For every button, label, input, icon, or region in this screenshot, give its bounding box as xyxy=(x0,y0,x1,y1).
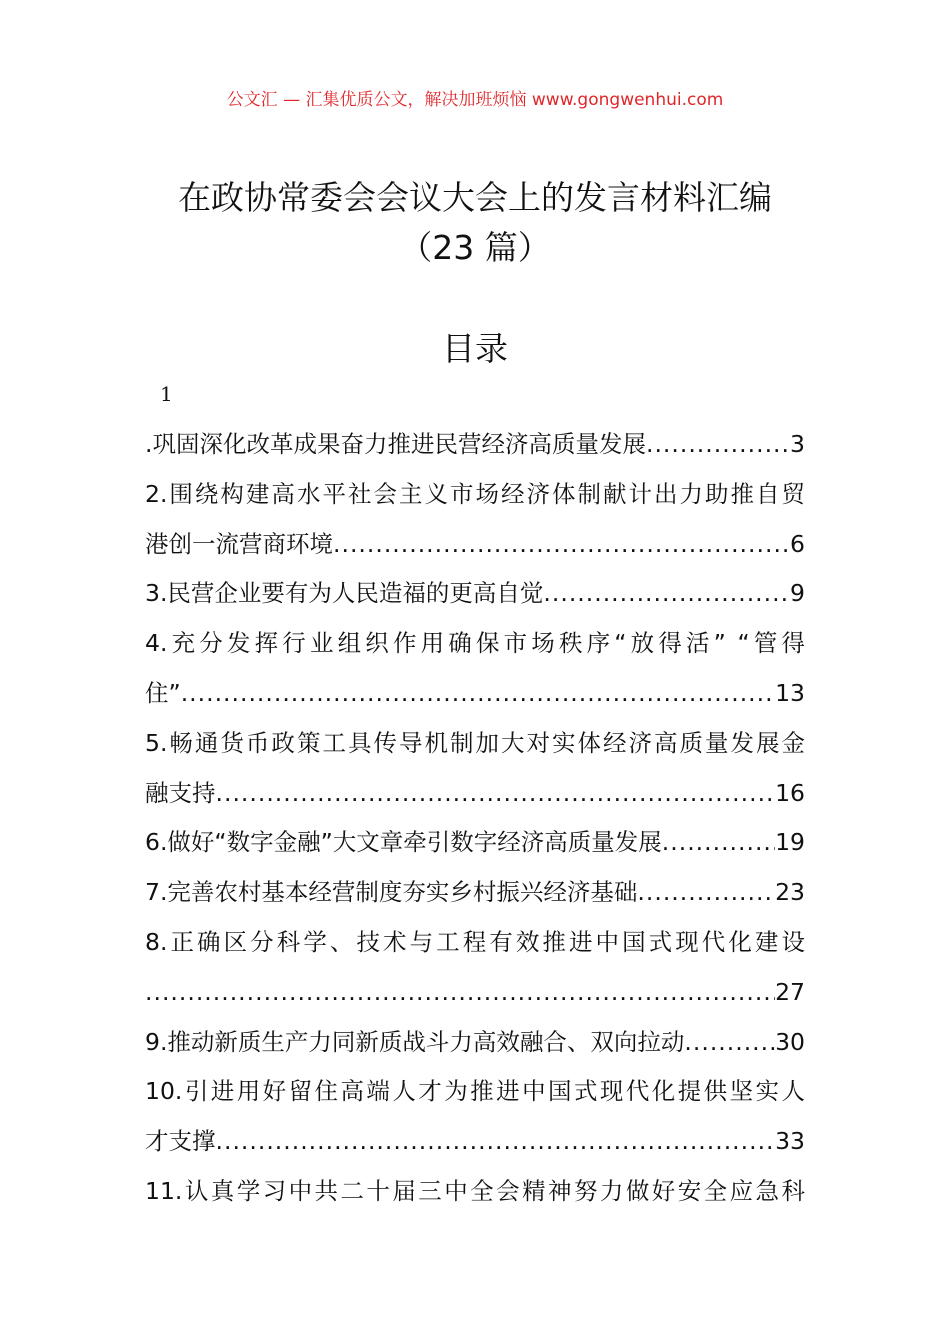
toc-page-number: 6 xyxy=(790,529,805,558)
document-title: 在政协常委会会议大会上的发言材料汇编 xyxy=(178,178,772,217)
toc-page-number: 30 xyxy=(775,1027,805,1056)
toc-entry-line[interactable] xyxy=(145,818,805,868)
toc-entry-line[interactable] xyxy=(145,1067,805,1117)
toc-entry-title: 10.引进用好留住高端人才为推进中国式现代化提供坚实人 xyxy=(145,1077,805,1106)
toc-page-number: 9 xyxy=(790,579,805,608)
toc-entry-line[interactable] xyxy=(145,968,805,1018)
toc-entry-line[interactable] xyxy=(145,470,805,520)
toc-entry-title: 7.完善农村基本经营制度夯实乡村振兴经济基础 xyxy=(145,878,638,907)
toc-leader-dots xyxy=(662,818,775,868)
toc-entry-title: 2.围绕构建高水平社会主义市场经济体制献计出力助推自贸 xyxy=(145,479,805,508)
toc-entry-title: 4.充分发挥行业组织作用确保市场秩序“放得活” “管得 xyxy=(145,629,805,658)
toc-entry-title: 3.民营企业要有为人民造福的更高自觉 xyxy=(145,579,544,608)
toc-entry-title: 融支持 xyxy=(145,778,216,807)
toc-stray-number: 1 xyxy=(160,382,173,406)
toc-leader-dots xyxy=(333,520,790,570)
toc-entry-title: 5.畅通货币政策工具传导机制加大对实体经济高质量发展金 xyxy=(145,728,805,757)
toc-leader-dots xyxy=(543,569,790,619)
toc-leader-dots xyxy=(637,868,775,918)
table-of-contents xyxy=(145,420,805,1217)
toc-entry-title: 才支撑 xyxy=(145,1127,216,1156)
toc-page-number: 33 xyxy=(775,1127,805,1156)
toc-page-number: 23 xyxy=(775,878,805,907)
toc-entry-title: 9.推动新质生产力同新质战斗力高效融合、双向拉动 xyxy=(145,1027,685,1056)
toc-entry-line[interactable] xyxy=(145,619,805,669)
toc-leader-dots xyxy=(145,968,775,1018)
toc-page-number: 13 xyxy=(775,678,805,707)
toc-entry-title: 11.认真学习中共二十届三中全会精神努力做好安全应急科 xyxy=(145,1176,805,1205)
toc-entry-title: 8.正确区分科学、技术与工程有效推进中国式现代化建设 xyxy=(145,927,805,956)
toc-heading: 目录 xyxy=(442,329,508,368)
toc-entry-line[interactable] xyxy=(145,918,805,968)
toc-entry-line[interactable] xyxy=(145,1167,805,1217)
toc-leader-dots xyxy=(181,669,775,719)
toc-entry-line[interactable] xyxy=(145,569,805,619)
toc-leader-dots xyxy=(216,1117,776,1167)
toc-page-number: 27 xyxy=(775,977,805,1006)
toc-page-number: 16 xyxy=(775,778,805,807)
toc-leader-dots xyxy=(646,420,790,470)
toc-entry-line[interactable] xyxy=(145,868,805,918)
toc-entry-title: 6.做好“数字金融”大文章牵引数字经济高质量发展 xyxy=(145,828,662,857)
toc-entry-title: 住” xyxy=(145,678,181,707)
toc-leader-dots xyxy=(684,1018,775,1068)
toc-entry-title: 港创一流营商环境 xyxy=(145,529,333,558)
toc-entry-title: .巩固深化改革成果奋力推进民营经济高质量发展 xyxy=(145,430,646,458)
toc-leader-dots xyxy=(216,769,776,819)
toc-entry-line[interactable] xyxy=(145,420,805,470)
site-header: 公文汇 — 汇集优质公文，解决加班烦恼 www.gongwenhui.com xyxy=(226,90,724,110)
toc-entry-line[interactable] xyxy=(145,1018,805,1068)
toc-entry-line[interactable] xyxy=(145,669,805,719)
toc-entry-line[interactable] xyxy=(145,769,805,819)
toc-page-number: 3 xyxy=(790,430,805,458)
toc-entry-line[interactable] xyxy=(145,1117,805,1167)
toc-entry-line[interactable] xyxy=(145,719,805,769)
toc-entry-line[interactable] xyxy=(145,520,805,570)
toc-page-number: 19 xyxy=(775,828,805,857)
document-subtitle: （23 篇） xyxy=(399,228,551,267)
